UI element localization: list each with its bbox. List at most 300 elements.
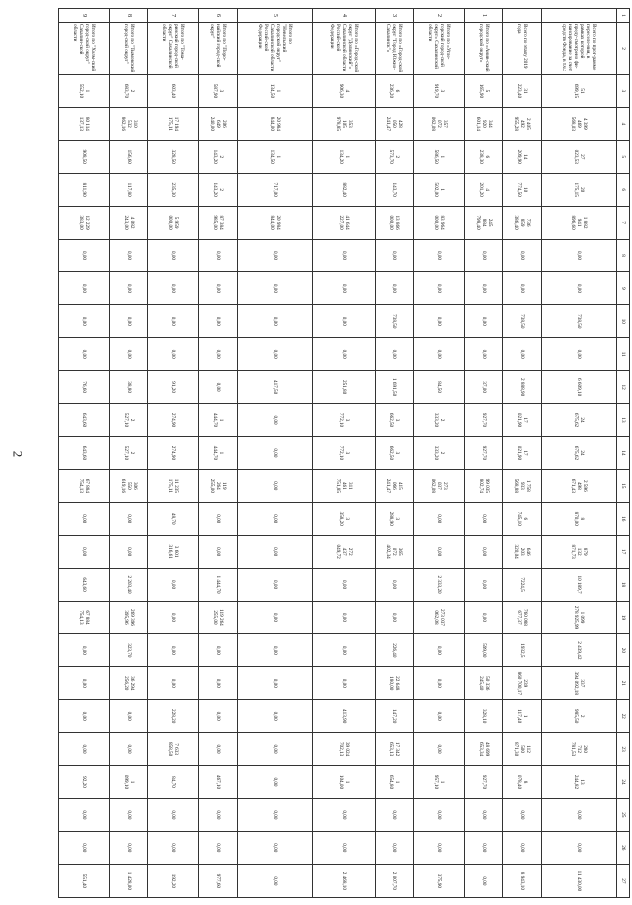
table-cell: 0,00 [59, 634, 110, 667]
table-cell: 717,00 [237, 173, 312, 206]
table-cell: 0,00 [414, 733, 465, 766]
table-cell: 1 134,50 [237, 75, 312, 108]
table-cell: 0,00 [414, 798, 465, 831]
table-cell: 0,00 [375, 272, 414, 305]
table-cell: 1 502,00 [414, 173, 465, 206]
table-cell: 1 552,10 [59, 75, 110, 108]
column-header: 20 [617, 634, 630, 667]
table-cell: 927,70 [464, 404, 503, 437]
table-cell: 1932,5 [503, 634, 542, 667]
table-row [148, 9, 199, 898]
table-row [312, 9, 375, 898]
table-cell: 0,00 [59, 831, 110, 864]
table-cell: 0,00 [375, 239, 414, 272]
table-cell: 738,50 [503, 305, 542, 338]
table-cell: 2 007,70 [375, 864, 414, 897]
table-cell: 0,00 [109, 700, 148, 733]
table-cell: 0,00 [237, 502, 312, 535]
table-cell: 0,00 [199, 502, 238, 535]
table-cell: 0,00 [237, 634, 312, 667]
table-cell: 13 244,82 [541, 766, 616, 799]
table-cell: 24 675,62 [541, 436, 616, 469]
table-cell: 235,30 [148, 173, 199, 206]
row-name: Всего по этапу 2019 года [503, 23, 542, 75]
table-cell: 0,00 [541, 831, 616, 864]
table-cell: 0,00 [59, 239, 110, 272]
table-cell: 67 884 754,13 [59, 601, 110, 634]
table-row [375, 9, 414, 898]
column-header: 12 [617, 371, 630, 404]
table-cell: 0,00 [148, 831, 199, 864]
table-cell: 4 906,30 [312, 75, 375, 108]
table-cell: 365 072 402,34 [375, 535, 414, 568]
table-cell: 3 662,50 [375, 436, 414, 469]
table-cell: 143,70 [375, 173, 414, 206]
table-cell: 91,20 [148, 371, 199, 404]
table-cell: 811,90 [59, 173, 110, 206]
table-cell: 1 117,40 [503, 700, 542, 733]
table-cell: 357 072 062,08 [414, 107, 465, 140]
table-cell: 328,50 [148, 140, 199, 173]
table-cell: 0,00 [109, 831, 148, 864]
table-cell: 0,00 [375, 338, 414, 371]
table-cell: 0,00 [59, 535, 110, 568]
table-cell: 0,00 [464, 864, 503, 897]
table-cell: 269 396 395,96 [109, 601, 148, 634]
table-cell: 3 662,50 [375, 404, 414, 437]
table-cell: 1 428,00 [109, 864, 148, 897]
table-cell: 643,60 [59, 404, 110, 437]
table-cell: 1 654,80 [375, 766, 414, 799]
table-cell: 0,00 [148, 667, 199, 700]
table-cell: 11 430,00 [541, 864, 616, 897]
table-cell: 3 772,10 [312, 436, 375, 469]
column-header: 21 [617, 667, 630, 700]
table-cell: 0,00 [414, 667, 465, 700]
table-cell: 84,50 [414, 371, 465, 404]
table-cell: 736 859 386,40 [503, 206, 542, 239]
table-cell: 99 035 802,74 [464, 469, 503, 502]
table-cell: 0,00 [414, 700, 465, 733]
row-number [503, 9, 542, 23]
table-cell: 0,00 [503, 831, 542, 864]
table-cell: 2 439,42 [541, 634, 616, 667]
table-cell: 0,00 [199, 700, 238, 733]
table-cell: 0,00 [414, 272, 465, 305]
table-cell: 0,00 [237, 568, 312, 601]
table-cell: 0,00 [312, 634, 375, 667]
table-cell: 0,00 [237, 272, 312, 305]
table-cell: 87 384 985,00 [199, 206, 238, 239]
table-cell: 8 078,40 [503, 766, 542, 799]
table-cell: 415 066 241,47 [375, 469, 414, 502]
table-cell: 48 699 653,34 [464, 733, 503, 766]
table-cell: 3 601 316,61 [148, 535, 199, 568]
table-row [503, 9, 542, 898]
table-cell: 1 104,00 [312, 766, 375, 799]
column-header: 22 [617, 700, 630, 733]
table-wrapper [58, 8, 630, 898]
table-cell: 67 884 754,13 [59, 469, 110, 502]
table-cell: 603,40 [148, 75, 199, 108]
row-number: 1 [464, 9, 503, 23]
table-cell: 84,70 [148, 766, 199, 799]
table-row [199, 9, 238, 898]
table-cell: 0,00 [541, 798, 616, 831]
row-number: 9 [59, 9, 110, 23]
page-number: 2 [10, 450, 26, 458]
column-header: 23 [617, 733, 630, 766]
table-cell: 273 037 062,08 [414, 469, 465, 502]
table-cell: 311 461 751,85 [312, 469, 375, 502]
table-cell: 2 527,10 [109, 436, 148, 469]
column-header: 16 [617, 502, 630, 535]
column-header: 27 [617, 864, 630, 897]
table-cell: 643,60 [59, 568, 110, 601]
table-cell: 0,00 [59, 798, 110, 831]
table-cell: 0,00 [312, 831, 375, 864]
table-cell: 0,00 [148, 568, 199, 601]
table-cell: 0,00 [109, 338, 148, 371]
table-cell: 0,00 [375, 601, 414, 634]
table-cell: 0,00 [109, 502, 148, 535]
table-cell: 738,50 [541, 305, 616, 338]
table-cell: 36 294 256,20 [109, 667, 148, 700]
table-row [414, 9, 465, 898]
table-cell: 0,00 [237, 667, 312, 700]
row-name: Итого по «Город-ской округ "Долинский"» Сахалинской области Россий-ской Федерации [312, 23, 375, 75]
program-table [58, 8, 630, 898]
table-cell: 1 957,10 [414, 766, 465, 799]
table-cell: 2 203,40 [109, 568, 148, 601]
table-cell: 0,00 [109, 305, 148, 338]
row-name: Итого по «Анив-ский городской округ» [464, 23, 503, 75]
table-cell: 0,00 [237, 798, 312, 831]
column-header: 10 [617, 305, 630, 338]
column-header: 26 [617, 831, 630, 864]
table-row [464, 9, 503, 898]
table-cell: 0,00 [464, 502, 503, 535]
table-cell: 226,40 [375, 634, 414, 667]
table-cell: 3 358,20 [312, 502, 375, 535]
table-cell: 0,00 [199, 305, 238, 338]
table-cell: 156,60 [109, 140, 148, 173]
table-cell: 2 683,70 [109, 75, 148, 108]
table-cell: 599,00 [464, 634, 503, 667]
table-cell: 0,00 [237, 864, 312, 897]
table-cell: 417,50 [237, 371, 312, 404]
table-cell: 0,00 [237, 469, 312, 502]
table-cell: 27 023,53 [541, 140, 616, 173]
table-cell: 0,00 [199, 535, 238, 568]
table-cell: 977,60 [199, 864, 238, 897]
table-cell: 1 444,70 [199, 436, 238, 469]
table-cell: 0,00 [59, 502, 110, 535]
table-cell: 1 099,10 [109, 766, 148, 799]
table-cell: 38,80 [109, 371, 148, 404]
table-cell: 375,90 [414, 864, 465, 897]
header-row [617, 9, 630, 898]
column-header: 7 [617, 206, 630, 239]
table-cell: 17 342 653,13 [375, 733, 414, 766]
table-cell: 0,00 [237, 535, 312, 568]
table-cell: 0,00 [109, 272, 148, 305]
table-cell: 2 405 492 955,28 [503, 107, 542, 140]
table-cell: 1 882 941 896,60 [541, 206, 616, 239]
table-cell: 31 223,40 [503, 75, 542, 108]
table-cell: 337 394 092,18 [541, 667, 616, 700]
table-cell: 0,00 [148, 305, 199, 338]
table-cell: 467,10 [199, 766, 238, 799]
table-cell: 646 203 320,04 [503, 535, 542, 568]
row-number: 5 [237, 9, 312, 23]
table-cell: 3 772,10 [312, 404, 375, 437]
table-cell: 14 209,90 [503, 140, 542, 173]
table-cell: 80 114 137,13 [59, 107, 110, 140]
column-header: 14 [617, 436, 630, 469]
row-name: Итого по «Город-ской округ "Город Южно-Сахалинск"» [375, 23, 414, 75]
table-cell: 0,00 [375, 831, 414, 864]
table-cell: 7224,5 [503, 568, 542, 601]
table-cell: 2 573,70 [375, 140, 414, 173]
table-cell: 0,00 [312, 338, 375, 371]
table-cell: 2 333,20 [414, 568, 465, 601]
table-cell: 239 860 700,17 [503, 667, 542, 700]
table-cell: 0,00 [109, 733, 148, 766]
table-cell: 0,00 [464, 831, 503, 864]
table-cell: 0,00 [414, 239, 465, 272]
table-cell: 50 336 245,40 [464, 667, 503, 700]
table-row [109, 9, 148, 898]
table-cell: 0,00 [312, 305, 375, 338]
table-cell: 6 238,30 [464, 140, 503, 173]
table-cell: 0,00 [375, 568, 414, 601]
table-cell: 10 774,50 [503, 173, 542, 206]
table-cell: 2 143,20 [199, 140, 238, 173]
table-cell: 0,00 [464, 305, 503, 338]
column-header: 4 [617, 107, 630, 140]
row-number: 6 [199, 9, 238, 23]
table-cell: 0,00 [109, 239, 148, 272]
table-cell: 2 333,20 [414, 436, 465, 469]
table-cell: 323,70 [109, 634, 148, 667]
table-cell: 0,00 [148, 338, 199, 371]
table-cell: 0,00 [464, 568, 503, 601]
table-cell: 48,70 [148, 502, 199, 535]
table-cell: 353 105 978,85 [312, 107, 375, 140]
table-row [59, 9, 110, 898]
table-cell: 0,00 [199, 831, 238, 864]
table-cell: 2 143,20 [199, 173, 238, 206]
column-header: 5 [617, 140, 630, 173]
table-cell: 760 088 677,37 [503, 601, 542, 634]
table-cell: 0,00 [237, 239, 312, 272]
table-cell: 0,00 [414, 831, 465, 864]
table-cell: 0,00 [237, 436, 312, 469]
table-cell: 908,50 [59, 140, 110, 173]
table-cell: 0,00 [148, 601, 199, 634]
column-header: 2 [617, 23, 630, 75]
table-cell: 0,00 [464, 239, 503, 272]
table-cell: 10 189,7 [541, 568, 616, 601]
table-cell: 1 758 933 568,88 [503, 469, 542, 502]
table-cell: 0,00 [503, 239, 542, 272]
table-cell: 119 264 255,00 [199, 601, 238, 634]
table-cell: 643,60 [59, 436, 110, 469]
table-cell: 1 691,50 [375, 371, 414, 404]
table-cell: 344 920 601,14 [464, 107, 503, 140]
table-cell: 0,00 [148, 634, 199, 667]
table-cell: 2 888,90 [503, 371, 542, 404]
table-cell: 2 985,50 [541, 700, 616, 733]
table-cell: 0,00 [414, 502, 465, 535]
table-cell: 1 099 278 925,99 [541, 601, 616, 634]
table-cell: 228,20 [148, 700, 199, 733]
table-body [59, 9, 617, 898]
table-cell: 1 134,50 [237, 140, 312, 173]
table-cell: 1 586,50 [414, 140, 465, 173]
table-cell: 11 235 175,11 [148, 469, 199, 502]
table-cell: 738,50 [375, 305, 414, 338]
column-header: 1 [617, 9, 630, 23]
table-cell: 37,00 [464, 371, 503, 404]
table-cell: 4 082 243,00 [109, 206, 148, 239]
table-cell: 2 468,10 [312, 864, 375, 897]
table-cell: 0,00 [59, 700, 110, 733]
table-row [541, 9, 616, 898]
table-cell: 0,00 [237, 733, 312, 766]
table-cell: 0,00 [312, 601, 375, 634]
table-cell: 413,90 [312, 700, 375, 733]
table-cell: 0,00 [237, 338, 312, 371]
table-cell: 0,00 [464, 601, 503, 634]
table-cell: 0,00 [464, 338, 503, 371]
table-cell: 6 609,10 [541, 371, 616, 404]
table-cell: 0,00 [199, 667, 238, 700]
table-cell: 0,00 [109, 535, 148, 568]
table-cell: 41 644 227,00 [312, 206, 375, 239]
table-cell: 0,00 [199, 798, 238, 831]
column-header: 3 [617, 75, 630, 108]
table-cell: 17 021,90 [503, 404, 542, 437]
table-cell: 17 021,90 [503, 436, 542, 469]
column-header: 6 [617, 173, 630, 206]
table-cell: 0,00 [237, 831, 312, 864]
table-cell: 0,00 [199, 338, 238, 371]
table-cell: 0,00 [59, 305, 110, 338]
table-cell: 20 984 844,00 [237, 206, 312, 239]
table-cell: 0,00 [464, 798, 503, 831]
table-cell: 280 712 781,53 [541, 733, 616, 766]
table-row [237, 9, 312, 898]
row-name: Итого по "Холм-ский город-ской округ" Сахалин-ской области [59, 23, 110, 75]
table-cell: 0,00 [312, 798, 375, 831]
table-cell: 551,40 [59, 864, 110, 897]
column-header: 13 [617, 404, 630, 437]
row-name: Итого по "Поро-найский город-ской округ" [199, 23, 238, 75]
table-cell: 0,00 [375, 798, 414, 831]
table-cell: 1 444,70 [199, 404, 238, 437]
table-cell: 328,10 [464, 700, 503, 733]
table-cell: 927,70 [464, 436, 503, 469]
row-number: 2 [414, 9, 465, 23]
column-header: 19 [617, 601, 630, 634]
table-cell: 882,40 [312, 173, 375, 206]
row-name: Итого по "Тымовский город-ской округ" [109, 23, 148, 75]
table-cell: 0,00 [148, 798, 199, 831]
table-cell: 0,00 [541, 239, 616, 272]
table-cell: 0,00 [237, 305, 312, 338]
table-cell: 5 959 000,00 [148, 206, 199, 239]
table-cell: 112 500 871,30 [503, 733, 542, 766]
table-cell: 3 288,90 [375, 502, 414, 535]
table-cell: 2 333,20 [414, 404, 465, 437]
table-cell: 1 444,70 [199, 568, 238, 601]
row-number: 4 [312, 9, 375, 23]
column-header: 11 [617, 338, 630, 371]
table-cell: 76,60 [59, 371, 110, 404]
table-cell: 5 165,90 [464, 75, 503, 108]
table-cell: 17 194 175,11 [148, 107, 199, 140]
table-cell: 879 132 871,73 [541, 535, 616, 568]
table-cell: 0,00 [199, 272, 238, 305]
table-cell: 0,00 [59, 272, 110, 305]
table-cell: 1 134,20 [312, 140, 375, 173]
table-cell: 4 399 469 568,03 [541, 107, 616, 140]
table-cell: 0,00 [414, 338, 465, 371]
table-cell: 0,00 [237, 766, 312, 799]
table-cell: 0,00 [464, 272, 503, 305]
table-cell: 0,00 [59, 733, 110, 766]
table-cell: 0,00 [199, 634, 238, 667]
table-cell: 24 675,62 [541, 404, 616, 437]
table-cell: 0,00 [312, 667, 375, 700]
column-header: 25 [617, 798, 630, 831]
table-cell: 92,20 [59, 766, 110, 799]
table-cell: 0,00 [199, 239, 238, 272]
table-cell: 251,80 [312, 371, 375, 404]
table-cell: 274,90 [148, 436, 199, 469]
table-cell: 274,90 [148, 404, 199, 437]
table-cell: 7 633 858,50 [148, 733, 199, 766]
table-cell: 8 943,10 [503, 864, 542, 897]
table-cell: 6 236,20 [375, 75, 414, 108]
table-cell: 39 024 702,13 [312, 733, 375, 766]
table-cell: 0,00 [109, 798, 148, 831]
table-cell: 0,00 [59, 667, 110, 700]
table-cell: 0,00 [414, 634, 465, 667]
table-cell: 192,20 [148, 864, 199, 897]
row-name: Итого по "Тома-ринский город-ской округ" Сахалинской области [148, 23, 199, 75]
table-cell: 0,00 [237, 404, 312, 437]
column-header: 8 [617, 239, 630, 272]
table-cell: 2 527,10 [109, 404, 148, 437]
table-cell: 927,70 [464, 766, 503, 799]
table-cell: 117,80 [109, 173, 148, 206]
table-cell: 4 201,20 [464, 173, 503, 206]
row-number: 7 [148, 9, 199, 23]
row-number: 8 [109, 9, 148, 23]
row-name: Итого по "Невельский городской округ" Сахалинской области Россий-ской Федерации [237, 23, 312, 75]
table-cell: 0,00 [237, 601, 312, 634]
table-cell: 428 050 241,47 [375, 107, 414, 140]
table-cell: 22 648 180,00 [375, 667, 414, 700]
table-cell: 0,00 [503, 798, 542, 831]
table-cell: 8 870,00 [541, 502, 616, 535]
table-cell: 0,00 [541, 272, 616, 305]
table-cell: 0,00 [199, 371, 238, 404]
table-cell: 0,00 [414, 535, 465, 568]
